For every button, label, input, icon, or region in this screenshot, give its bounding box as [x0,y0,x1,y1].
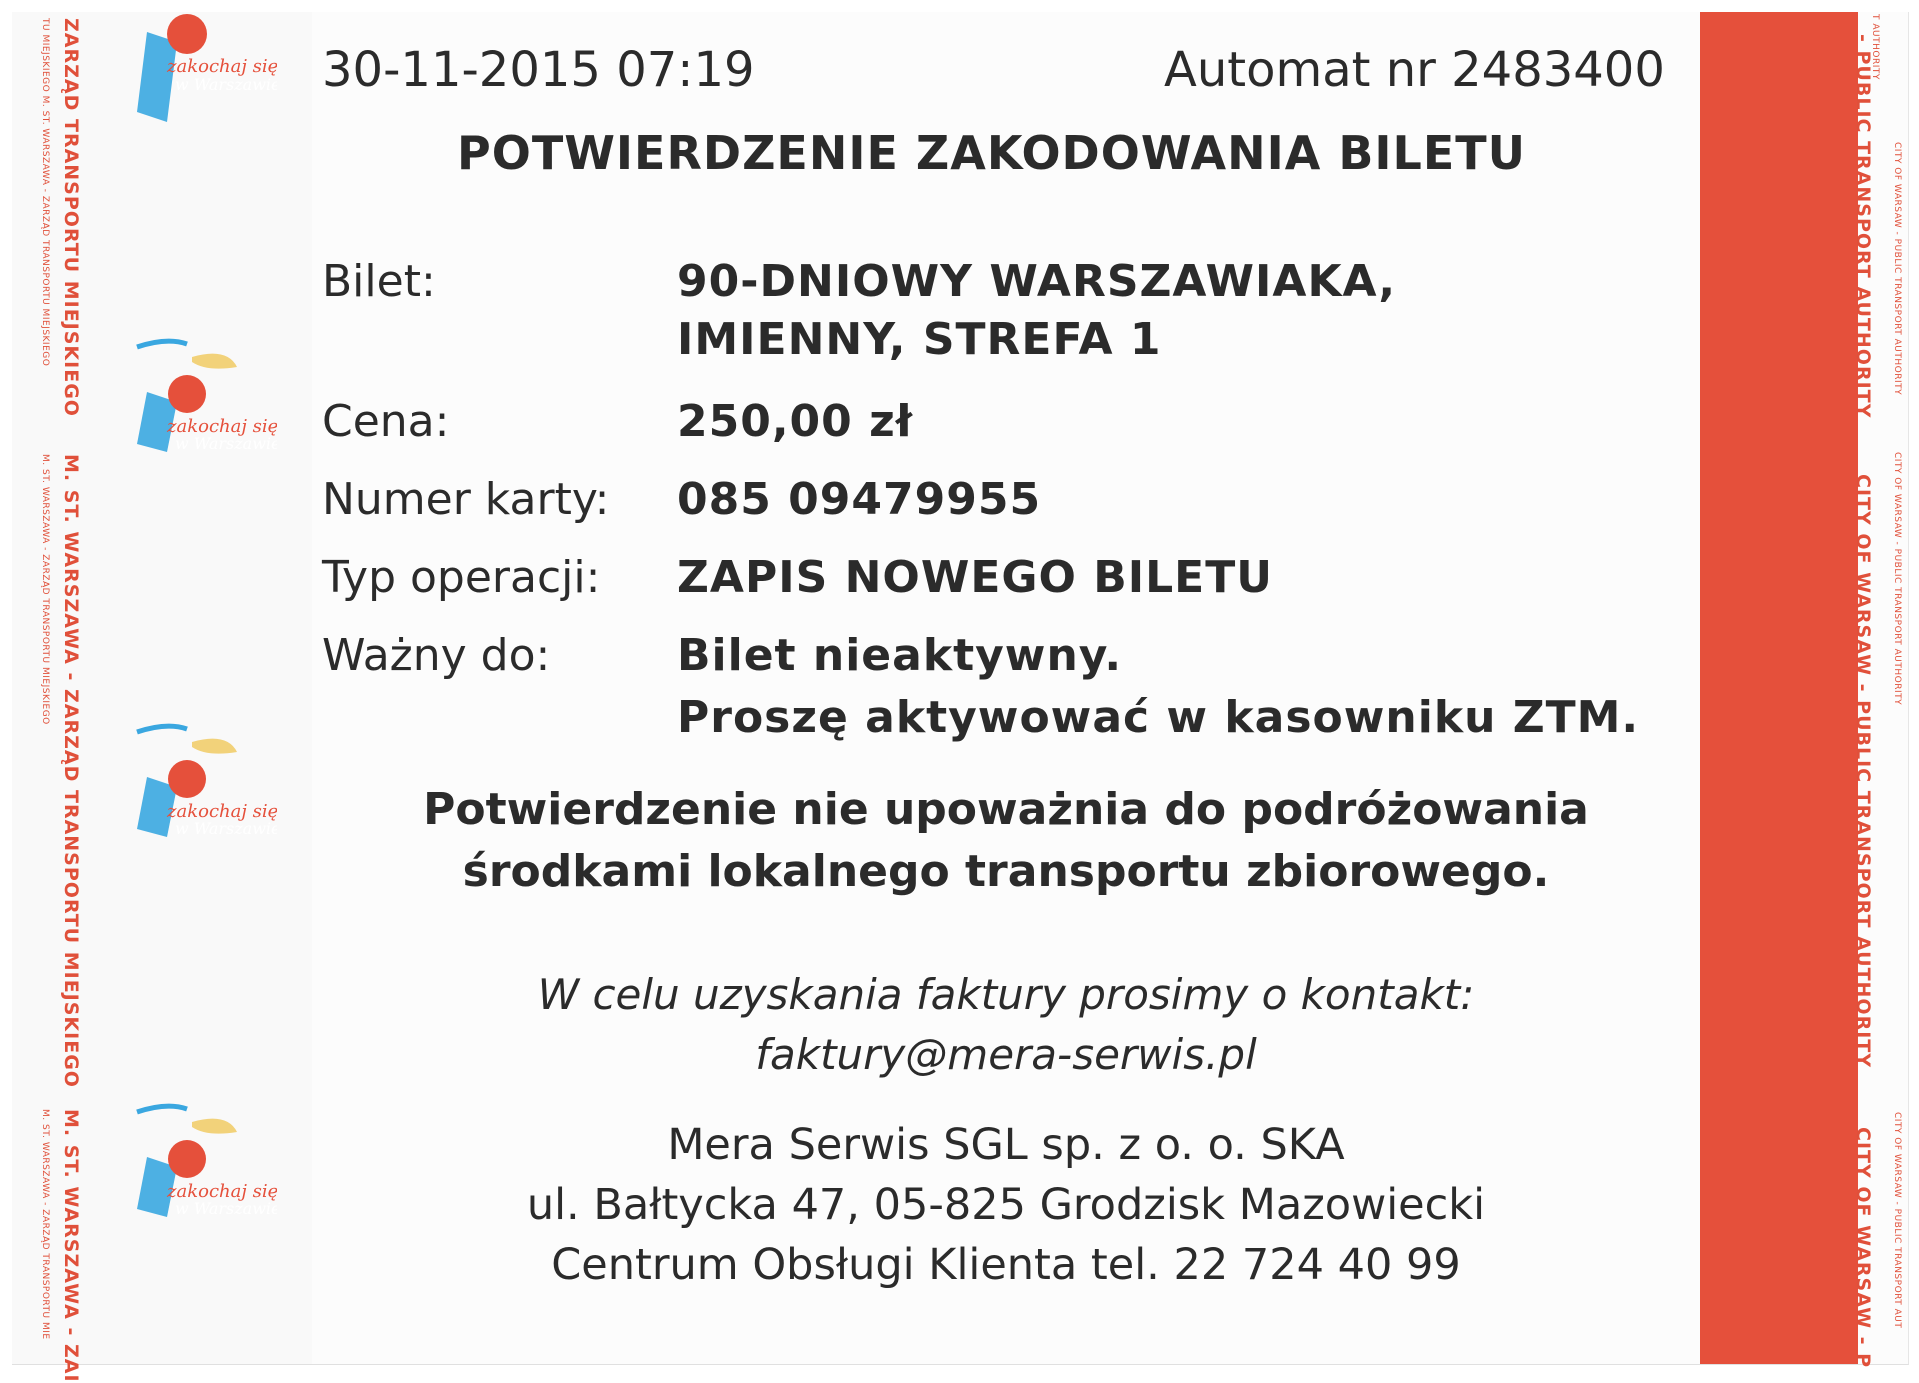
logo-text-1: zakochaj się [167,1181,277,1202]
right-strip-small-a: CITY OF WARSAW - PUBLIC TRANSPORT AUTHORITY [1892,142,1902,396]
left-strip-text-b: M. ST. WARSZAWA - ZARZĄD TRANSPORTU MIEJSKIEGO [60,454,82,1088]
right-strip-small-b: CITY OF WARSAW - PUBLIC TRANSPORT AUTHORITY [1892,452,1902,706]
receipt-title: POTWIERDZENIE ZAKODOWANIA BILETU [457,126,1526,180]
logo-text-1: zakochaj się [167,416,277,437]
ticket-value-line2: IMIENNY, STREFA 1 [677,314,1162,365]
company-address: ul. Bałtycka 47, 05-825 Grodzisk Mazowiecki [526,1180,1486,1230]
operation-type-label: Typ operacji: [322,552,601,603]
logo-text-1: zakochaj się [167,56,277,77]
left-strip-text-a: ZARZĄD TRANSPORTU MIEJSKIEGO [60,18,82,417]
notice-line1: Potwierdzenie nie upoważnia do podróżowania [423,784,1589,835]
ticket-label: Bilet: [322,256,436,307]
valid-until-line2: Proszę aktywować w kasowniku ZTM. [677,692,1640,743]
transaction-datetime: 30-11-2015 07:19 [322,42,755,98]
right-strip-text-a: - PUBLIC TRANSPORT AUTHORITY [1852,34,1874,419]
operation-type-value: ZAPIS NOWEGO BILETU [677,552,1273,603]
company-name: Mera Serwis SGL sp. z o. o. SKA [667,1120,1345,1170]
left-strip-text-c: M. ST. WARSZAWA - ZAI [60,1109,82,1383]
logo-text-2: w Warszawie [175,434,277,453]
logo-text-1: zakochaj się [167,801,277,822]
ticket [12,12,1909,1383]
left-strip-small-c: M. ST. WARSZAWA - ZARZĄD TRANSPORTU MIE [40,1109,50,1340]
receipt-content [12,12,1908,1364]
right-strip-small-a0: T AUTHORITY [1870,14,1880,80]
left-strip-small-top: TU MIEJSKIEGO M. ST. WARSZAWA - ZARZĄD TRANSPORTU MIEJSKIEGO [40,18,50,367]
valid-until-label: Ważny do: [322,630,551,681]
ticket-value-line1: 90-DNIOWY WARSZAWIAKA, [677,256,1397,307]
price-label: Cena: [322,396,450,447]
right-strip-small-c: CITY OF WARSAW - PUBLIC TRANSPORT AUT [1892,1112,1902,1329]
price-value: 250,00 zł [677,396,914,447]
invoice-email: faktury@mera-serwis.pl [755,1030,1257,1079]
card-number-label: Numer karty: [322,474,610,525]
company-phone: Centrum Obsługi Klienta tel. 22 724 40 99 [551,1240,1461,1290]
notice-line2: środkami lokalnego transportu zbiorowego. [462,846,1550,897]
machine-number: Automat nr 2483400 [1164,42,1665,98]
invoice-info: W celu uzyskania faktury prosimy o kontakt: [537,970,1475,1019]
right-strip-text-b: CITY OF WARSAW - PUBLIC TRANSPORT AUTHORITY [1852,474,1874,1068]
card-number-value: 085 09479955 [677,474,1042,525]
left-strip-small-b: M. ST. WARSZAWA - ZARZĄD TRANSPORTU MIEJSKIEGO [40,454,50,725]
right-strip-text-c: CITY OF WARSAW - P [1852,1127,1874,1369]
logo-text-2: w Warszawie [175,1199,277,1218]
logo-text-2: w Warszawie [175,75,277,94]
logo-text-2: w Warszawie [175,819,277,838]
valid-until-line1: Bilet nieaktywny. [677,630,1123,681]
